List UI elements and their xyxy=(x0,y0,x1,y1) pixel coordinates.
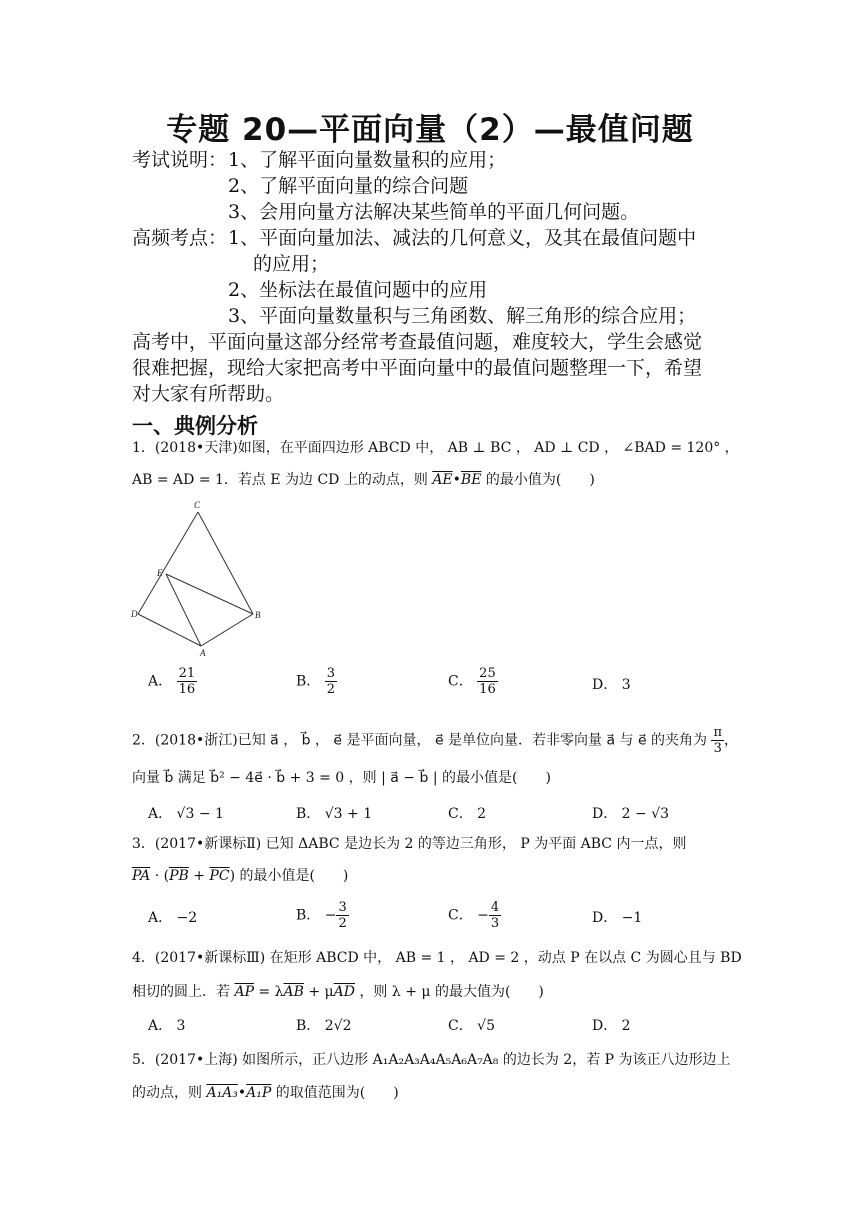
q4-option-c: C． √5 xyxy=(448,1018,495,1034)
q1-dot: • xyxy=(452,472,461,488)
q5-vector-a1a3: A₁A₃ xyxy=(206,1085,238,1101)
edge-da xyxy=(138,614,201,646)
q3-option-d-value: −1 xyxy=(621,910,643,926)
q1-option-d-letter: D． xyxy=(592,677,618,693)
fraction-denominator: 3 xyxy=(713,741,722,756)
q4-vector-ad: $\overline{AD}$ xyxy=(333,984,355,1000)
fraction-denominator: 2 xyxy=(326,682,336,697)
label-b: B xyxy=(255,610,261,620)
key-point-1: 1、平面向量加法、减法的几何意义，及其在最值问题中 xyxy=(228,227,697,249)
key-point-3: 3、平面向量数量积与三角函数、解三角形的综合应用； xyxy=(228,305,697,327)
q3-option-c xyxy=(448,900,501,931)
q3-option-b-letter: B． xyxy=(296,907,321,924)
fraction-denominator: 16 xyxy=(178,682,196,697)
q4-text-eq: = λ xyxy=(253,984,284,1000)
fraction-denominator: 2 xyxy=(338,916,347,931)
page-title: 专题 20—平面向量（2）—最值问题 xyxy=(166,112,694,148)
q4-text-plus: + μ xyxy=(303,984,334,1000)
q3-option-b xyxy=(296,900,349,931)
q1-text-b: 的最小值为( ) xyxy=(485,472,595,488)
quadrilateral-diagram xyxy=(128,498,268,658)
q1-option-b-letter: B． xyxy=(296,673,321,690)
q1-option-a-fraction xyxy=(177,666,198,697)
label-a: A xyxy=(200,648,206,658)
q4-line-1: 4．(2017•新课标Ⅲ) 在矩形 ABCD 中， AB = 1 ， AD = 2 ，动点 P 在以点 C 为圆心且与 BD xyxy=(132,950,742,966)
q2-option-b: B． √3 + 1 xyxy=(296,806,373,822)
q3-text-end: ) 的最小值是( ) xyxy=(229,868,349,884)
fraction-numerator: π xyxy=(713,725,723,740)
q2-option-a: A． √3 − 1 xyxy=(148,806,224,822)
q4-option-a: A． 3 xyxy=(148,1018,186,1034)
q1-vector-ae: $\overline{AE}$ xyxy=(432,472,453,488)
q1-option-b xyxy=(296,666,337,697)
exam-notes-label: 考试说明： xyxy=(132,149,228,171)
q2-text-b: ， xyxy=(724,732,739,749)
q1-option-d-value: 3 xyxy=(621,677,631,693)
q4-line-2 xyxy=(132,982,544,1002)
q1-option-c xyxy=(448,666,498,697)
q2-option-d: D． 2 − √3 xyxy=(592,806,670,822)
q5-text-a: 的动点，则 xyxy=(132,1085,202,1101)
label-c: C xyxy=(194,500,201,510)
fraction-numerator: 4 xyxy=(490,900,500,915)
fraction-denominator: 16 xyxy=(479,682,496,697)
segment-eb xyxy=(166,574,253,614)
fraction-numerator: 3 xyxy=(338,900,347,915)
q4-option-d: D． 2 xyxy=(592,1018,631,1034)
q3-vector-pa: $\overline{PA}$ xyxy=(132,868,151,884)
q5-dot: • xyxy=(237,1085,247,1101)
q1-option-c-fraction xyxy=(477,666,498,697)
key-points-label: 高频考点： xyxy=(132,227,228,249)
q1-vector-be: $\overline{BE}$ xyxy=(460,472,482,488)
q1-option-a-letter: A． xyxy=(148,673,173,690)
q3-text-plus: + xyxy=(188,868,210,884)
key-point-2: 2、坐标法在最值问题中的应用 xyxy=(228,279,488,301)
edge-cd xyxy=(138,512,198,614)
q3-option-c-sign: − xyxy=(477,907,489,924)
edge-ab xyxy=(201,614,253,646)
q4-vector-ab: $\overline{AB}$ xyxy=(283,984,304,1000)
label-d: D xyxy=(131,609,138,619)
key-point-1-cont: 的应用； xyxy=(253,253,330,275)
fraction-numerator: 3 xyxy=(326,666,336,681)
q5-text-b: 的取值范围为( ) xyxy=(275,1085,399,1101)
q2-line-1 xyxy=(132,725,738,756)
q2-option-c: C． 2 xyxy=(448,806,487,822)
q3-option-b-sign: − xyxy=(324,907,337,924)
q1-option-b-fraction xyxy=(325,666,337,697)
q1-option-a xyxy=(148,666,197,697)
q3-option-c-fraction xyxy=(489,900,501,931)
q1-option-d xyxy=(592,675,631,695)
q3-line-1: 3．(2017•新课标Ⅱ) 已知 ΔABC 是边长为 2 的等边三角形， P 为平面 ABC 内一点，则 xyxy=(132,836,687,852)
q3-option-c-letter: C． xyxy=(448,907,473,924)
q5-line-2 xyxy=(132,1083,399,1103)
q2-angle-fraction xyxy=(711,725,724,756)
q3-vector-pb: $\overline{PB}$ xyxy=(169,868,189,884)
q3-option-d xyxy=(592,908,642,928)
q3-option-d-letter: D． xyxy=(592,910,618,926)
segment-ea xyxy=(166,574,201,646)
q3-line-2 xyxy=(132,866,348,886)
q3-option-a-value: −2 xyxy=(176,910,198,926)
q3-option-a xyxy=(148,908,197,928)
q4-option-b: B． 2√2 xyxy=(296,1018,352,1034)
exam-note-2: 2、了解平面向量的综合问题 xyxy=(228,175,469,197)
exam-note-1: 1、了解平面向量数量积的应用； xyxy=(228,149,507,171)
fraction-numerator: 21 xyxy=(178,666,196,681)
fraction-numerator: 25 xyxy=(479,666,496,681)
q4-vector-ap: $\overline{AP}$ xyxy=(234,984,254,1000)
q5-vector-a1p: A₁P xyxy=(246,1085,272,1101)
q2-line-2: 向量 b⃗ 满足 b⃗² − 4e⃗ · b⃗ + 3 = 0 ，则 | a⃗ − b⃗ | 的最小值是( ) xyxy=(132,770,551,786)
intro-line-2: 很难把握，现给大家把高考中平面向量中的最值问题整理一下，希望 xyxy=(132,357,703,379)
q1-line-2 xyxy=(132,470,595,490)
q1-text-a: AB = AD = 1．若点 E 为边 CD 上的动点，则 xyxy=(132,472,428,488)
q4-text-b: ，则 λ + μ 的最大值为( ) xyxy=(359,984,544,1000)
exam-note-3: 3、会用向量方法解决某些简单的平面几何问题。 xyxy=(228,201,640,223)
q3-option-b-fraction xyxy=(336,900,348,931)
q1-option-c-letter: C． xyxy=(448,673,473,690)
q5-line-1: 5．(2017•上海) 如图所示，正八边形 A₁A₂A₃A₄A₅A₆A₇A₈ 的边长为 2，若 P 为该正八边形边上 xyxy=(132,1052,731,1068)
intro-line-3: 对大家有所帮助。 xyxy=(132,383,285,405)
q4-text-a: 相切的圆上．若 xyxy=(132,984,230,1000)
intro-line-1: 高考中，平面向量这部分经常考查最值问题，难度较大，学生会感觉 xyxy=(132,331,703,353)
q3-vector-pc: $\overline{PC}$ xyxy=(209,868,230,884)
q2-text-a: 2．(2018•浙江)已知 a⃗ ， b⃗ ， e⃗ 是平面向量， e⃗ 是单位向量．若非零向量 a⃗ 与 e⃗ 的夹角为 xyxy=(132,732,708,749)
edge-cb xyxy=(198,512,253,614)
q3-option-a-letter: A． xyxy=(148,910,173,926)
q1-line-1: 1．(2018•天津)如图，在平面四边形 ABCD 中， AB ⊥ BC ， AD ⊥ CD ， ∠BAD = 120° ， xyxy=(132,440,739,456)
fraction-denominator: 3 xyxy=(490,916,500,931)
section-title: 一、典例分析 xyxy=(132,414,258,438)
label-e: E xyxy=(157,568,163,578)
q3-text-mid: · ( xyxy=(150,868,170,884)
